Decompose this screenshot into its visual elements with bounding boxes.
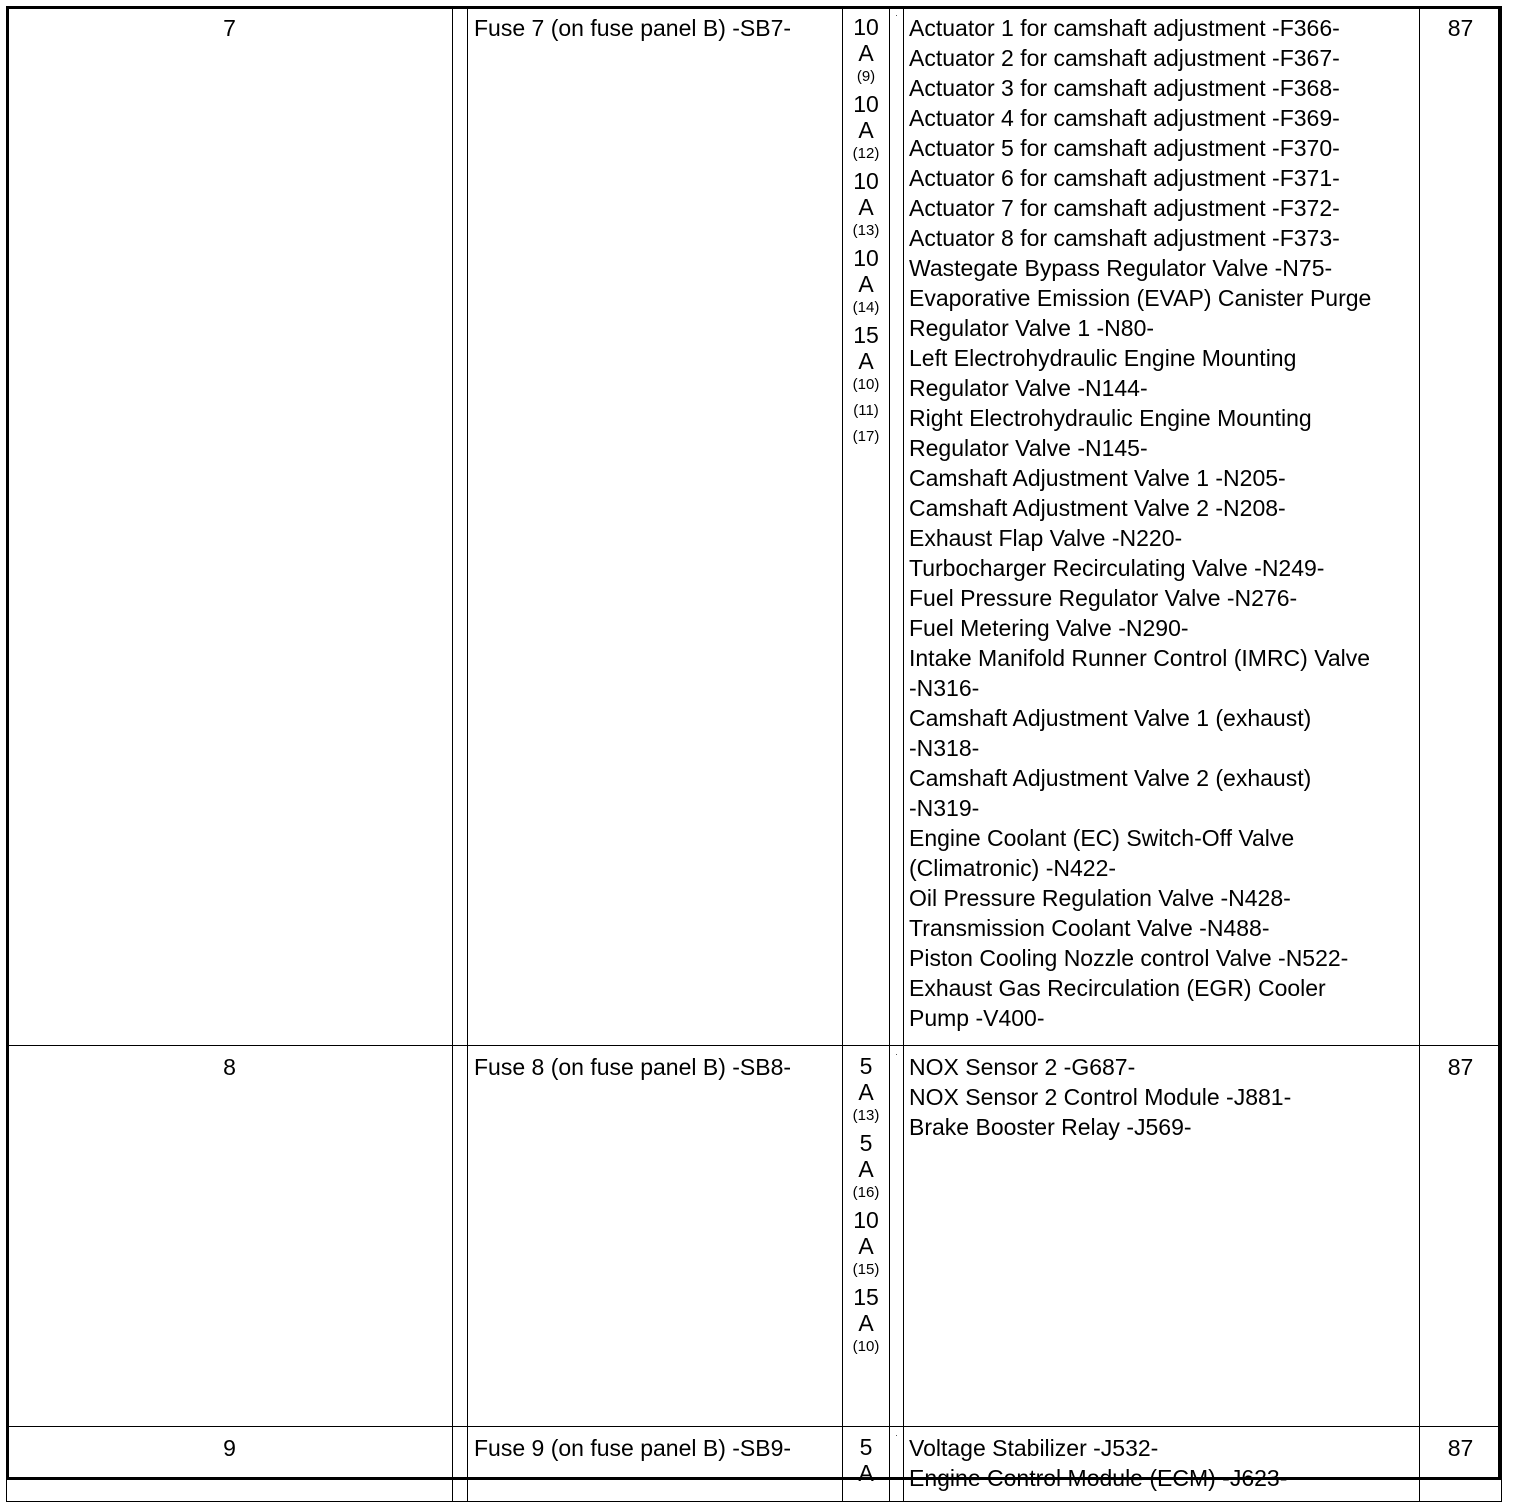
rating-value: 10 — [853, 168, 879, 194]
component-line: Actuator 2 for camshaft adjustment -F367- — [909, 45, 1340, 71]
spacer-cell — [453, 1046, 468, 1427]
component-line: Camshaft Adjustment Valve 1 (exhaust) — [909, 705, 1312, 731]
table-row — [7, 7, 1502, 1046]
component-line: Actuator 5 for camshaft adjustment -F370- — [909, 135, 1340, 161]
fuse-name: Fuse 9 (on fuse panel B) -SB9- — [474, 1435, 792, 1461]
component-line: Actuator 7 for camshaft adjustment -F372- — [909, 195, 1340, 221]
component-line: Intake Manifold Runner Control (IMRC) Valve — [909, 645, 1371, 671]
fuse-table — [6, 6, 1502, 1502]
fuse-rating — [843, 1433, 889, 1484]
fuse-rating-cell — [843, 1427, 890, 1502]
fuse-name: Fuse 8 (on fuse panel B) -SB8- — [474, 1054, 792, 1080]
component-line: Transmission Coolant Valve -N488- — [909, 915, 1270, 941]
rating-footnote: (9) — [856, 68, 876, 85]
component-line: Exhaust Flap Valve -N220- — [909, 525, 1183, 551]
component-line: Left Electrohydraulic Engine Mounting — [909, 345, 1297, 371]
fuse-rating — [843, 244, 889, 321]
component-line: Engine Coolant (EC) Switch-Off Valve — [909, 825, 1295, 851]
fuse-rating-cell — [843, 1046, 890, 1427]
component-line: -N318- — [909, 735, 980, 761]
component-line: Exhaust Gas Recirculation (EGR) Cooler — [909, 975, 1326, 1001]
fuse-rating — [843, 13, 889, 90]
components-cell — [904, 1046, 1420, 1427]
marker: · — [895, 1050, 898, 1059]
rating-unit: A — [858, 1156, 874, 1182]
rating-unit: A — [858, 194, 874, 220]
marker: · — [895, 1431, 898, 1440]
fuse-number: 9 — [223, 1435, 236, 1461]
terminal: 87 — [1447, 1435, 1474, 1461]
fuse-number-cell — [7, 1046, 453, 1427]
rating-unit: A — [858, 117, 874, 143]
spacer-cell — [453, 7, 468, 1046]
fuse-number: 7 — [223, 15, 236, 41]
rating-footnote: (16) — [852, 1184, 880, 1201]
component-line: Turbocharger Recirculating Valve -N249- — [909, 555, 1325, 581]
fuse-name-cell — [468, 1046, 843, 1427]
rating-unit: A — [858, 1460, 874, 1486]
rating-footnote: (13) — [852, 1107, 880, 1124]
component-line: Pump -V400- — [909, 1005, 1045, 1031]
spacer-cell — [453, 1427, 468, 1502]
terminal-cell — [1420, 1046, 1502, 1427]
rating-value: 10 — [853, 14, 879, 40]
rating-footnote: (14) — [852, 299, 880, 316]
component-line: Camshaft Adjustment Valve 1 -N205- — [909, 465, 1286, 491]
fuse-name-cell — [468, 1427, 843, 1502]
fuse-table-body — [7, 7, 1502, 1502]
rating-unit: A — [858, 348, 874, 374]
fuse-rating — [843, 1129, 889, 1206]
components-cell — [904, 7, 1420, 1046]
table-row — [7, 1427, 1502, 1502]
component-line: Right Electrohydraulic Engine Mounting — [909, 405, 1312, 431]
rating-unit: A — [858, 271, 874, 297]
fuse-rating-cell — [843, 7, 890, 1046]
fuse-name-cell — [468, 7, 843, 1046]
rating-footnote: (15) — [852, 1261, 880, 1278]
component-line: Actuator 1 for camshaft adjustment -F366- — [909, 15, 1340, 41]
terminal-cell — [1420, 1427, 1502, 1502]
fuse-name: Fuse 7 (on fuse panel B) -SB7- — [474, 15, 792, 41]
rating-value: 5 — [859, 1053, 873, 1079]
marker-cell — [890, 1427, 904, 1502]
component-line: NOX Sensor 2 -G687- — [909, 1054, 1136, 1080]
rating-unit: A — [858, 1079, 874, 1105]
component-line: Brake Booster Relay -J569- — [909, 1114, 1192, 1140]
rating-unit: A — [858, 1233, 874, 1259]
fuse-number-cell — [7, 1427, 453, 1502]
component-line: -N316- — [909, 675, 980, 701]
terminal: 87 — [1447, 1054, 1474, 1080]
rating-unit: A — [858, 1310, 874, 1336]
component-line: Engine Control Module (ECM) -J623- — [909, 1465, 1288, 1491]
component-line: Fuel Pressure Regulator Valve -N276- — [909, 585, 1298, 611]
terminal: 87 — [1447, 15, 1474, 41]
rating-value: 15 — [853, 1284, 879, 1310]
component-line: Camshaft Adjustment Valve 2 -N208- — [909, 495, 1286, 521]
fuse-number: 8 — [223, 1054, 236, 1080]
component-line: Voltage Stabilizer -J532- — [909, 1435, 1159, 1461]
component-line: Fuel Metering Valve -N290- — [909, 615, 1189, 641]
rating-unit: A — [858, 40, 874, 66]
rating-value: 5 — [859, 1434, 873, 1460]
marker: · — [895, 11, 898, 20]
components-cell — [904, 1427, 1420, 1502]
component-line: Regulator Valve -N144- — [909, 375, 1148, 401]
rating-value: 10 — [853, 1207, 879, 1233]
fuse-rating — [843, 1052, 889, 1129]
component-line: -N319- — [909, 795, 980, 821]
rating-value: 10 — [853, 245, 879, 271]
rating-value: 10 — [853, 91, 879, 117]
fuse-number-cell — [7, 7, 453, 1046]
component-line: Evaporative Emission (EVAP) Canister Purge — [909, 285, 1372, 311]
rating-footnote: (11) — [853, 402, 879, 419]
component-line: Actuator 6 for camshaft adjustment -F371- — [909, 165, 1340, 191]
rating-value: 15 — [853, 322, 879, 348]
rating-footnote: (17) — [852, 428, 880, 445]
component-line: Regulator Valve -N145- — [909, 435, 1148, 461]
component-line: NOX Sensor 2 Control Module -J881- — [909, 1084, 1292, 1110]
rating-footnote: (10) — [852, 1338, 880, 1355]
rating-footnote: (10) — [852, 376, 880, 393]
fuse-rating — [843, 1283, 889, 1360]
fuse-rating — [843, 167, 889, 244]
fuse-rating — [843, 1206, 889, 1283]
component-line: Wastegate Bypass Regulator Valve -N75- — [909, 255, 1333, 281]
component-line: Oil Pressure Regulation Valve -N428- — [909, 885, 1291, 911]
rating-footnote: (13) — [852, 222, 880, 239]
component-line: Regulator Valve 1 -N80- — [909, 315, 1155, 341]
component-line: Actuator 3 for camshaft adjustment -F368- — [909, 75, 1340, 101]
fuse-rating — [843, 321, 889, 450]
component-line: Piston Cooling Nozzle control Valve -N522- — [909, 945, 1349, 971]
table-row — [7, 1046, 1502, 1427]
fuse-rating — [843, 90, 889, 167]
component-line: Camshaft Adjustment Valve 2 (exhaust) — [909, 765, 1312, 791]
component-line: (Climatronic) -N422- — [909, 855, 1117, 881]
terminal-cell — [1420, 7, 1502, 1046]
marker-cell — [890, 1046, 904, 1427]
component-line: Actuator 4 for camshaft adjustment -F369- — [909, 105, 1340, 131]
rating-footnote: (12) — [852, 145, 880, 162]
marker-cell — [890, 7, 904, 1046]
component-line: Actuator 8 for camshaft adjustment -F373- — [909, 225, 1340, 251]
rating-value: 5 — [859, 1130, 873, 1156]
